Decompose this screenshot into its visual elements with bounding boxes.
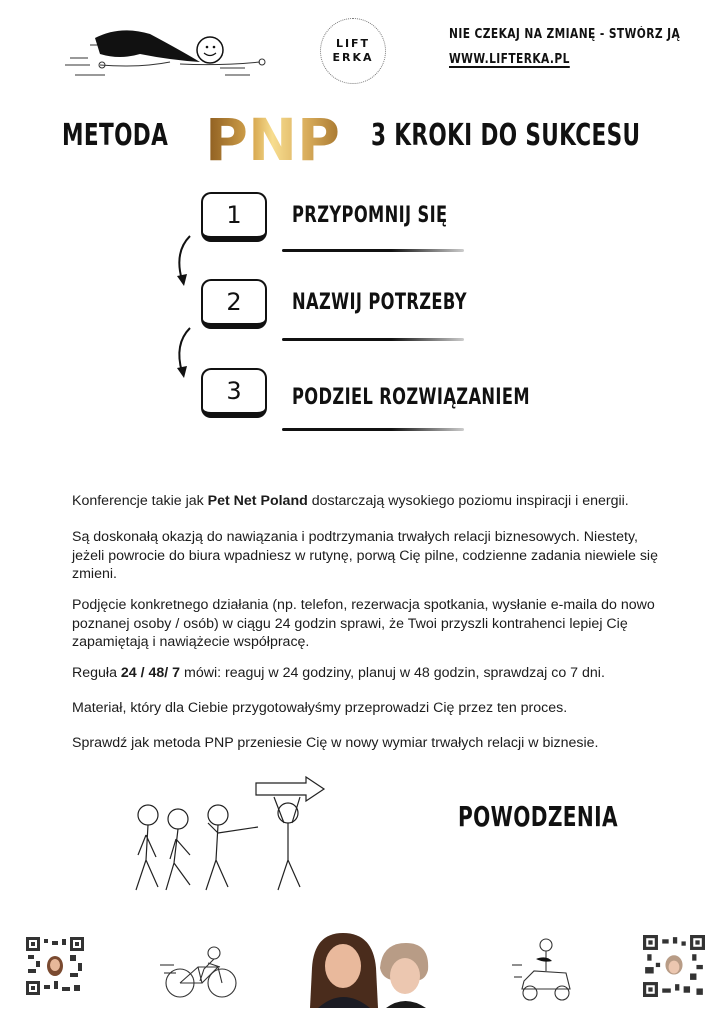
step-arrows bbox=[172, 232, 202, 392]
flying-superhero-illustration bbox=[60, 20, 280, 80]
step-2-label: NAZWIJ POTRZEBY bbox=[292, 290, 467, 315]
step-3-underline bbox=[282, 428, 464, 431]
paragraph-1: Konferencje takie jak Pet Net Poland dostarczają wysokiego poziomu inspiracji i energii. bbox=[72, 493, 629, 509]
cyclist-illustration bbox=[160, 945, 242, 1000]
brand-name: Pet Net Poland bbox=[207, 493, 308, 509]
paragraph-2: Są doskonałą okazją do nawiązania i podtrzymania trwałych relacji biznesowych. Niestety, jeżeli powrocie do biura wpadniesz w rutynę, porwą Cię pilne, codzienne zadania niewiele się zmieni. bbox=[72, 529, 658, 582]
slogan: NIE CZEKAJ NA ZMIANĘ - STWÓRZ JĄ bbox=[449, 27, 681, 42]
closing-text: POWODZENIA bbox=[458, 800, 618, 833]
step-1-underline bbox=[282, 249, 464, 252]
step-1-label: PRZYPOMNIJ SIĘ bbox=[292, 203, 448, 228]
step-2-number: 2 bbox=[201, 279, 267, 329]
paragraph-3: Podjęcie konkretnego działania (np. telefon, rezerwacja spotkania, wysłanie e-maila do nowo poznanej osoby / osób) w ciągu 24 godzin sprawi, że Twoi przyszli kontrahenci lepiej Cię zapamiętają i nawiążecie współpracę. bbox=[72, 597, 655, 650]
paragraph-5: Materiał, który dla Ciebie przygotowałyśmy przeprowadzi Cię przez ten proces. bbox=[72, 700, 568, 716]
step-3-number: 3 bbox=[201, 368, 267, 418]
logo-line-1: LIFT bbox=[335, 37, 371, 50]
rule-numbers: 24 / 48/ 7 bbox=[120, 665, 181, 681]
step-3-label: PODZIEL ROZWIĄZANIEM bbox=[292, 385, 530, 410]
qr-code-left[interactable] bbox=[26, 937, 84, 995]
stick-figure-car-illustration bbox=[512, 937, 578, 1005]
title-left: METODA bbox=[62, 118, 169, 153]
authors-photo bbox=[308, 928, 430, 1008]
lifterka-logo bbox=[320, 18, 386, 84]
arrow-head-icon bbox=[177, 366, 187, 378]
title-right: 3 KROKI DO SUKCESU bbox=[371, 118, 641, 153]
logo-line-2: ERKA bbox=[332, 51, 374, 64]
pnp-logo bbox=[205, 110, 340, 165]
pnp-logo-text: PNP bbox=[205, 110, 340, 165]
arrow-head-icon bbox=[177, 274, 187, 286]
qr-code-right[interactable] bbox=[643, 935, 705, 997]
step-1-number: 1 bbox=[201, 192, 267, 242]
stick-figures-with-arrow-illustration bbox=[128, 775, 328, 900]
step-2-underline bbox=[282, 338, 464, 341]
paragraph-4: Reguła 24 / 48/ 7 mówi: reaguj w 24 godziny, planuj w 48 godzin, sprawdzaj co 7 dni. bbox=[72, 665, 605, 681]
paragraph-6: Sprawdź jak metoda PNP przeniesie Cię w nowy wymiar trwałych relacji w biznesie. bbox=[72, 735, 599, 751]
website-link[interactable]: WWW.LIFTERKA.PL bbox=[449, 52, 570, 67]
